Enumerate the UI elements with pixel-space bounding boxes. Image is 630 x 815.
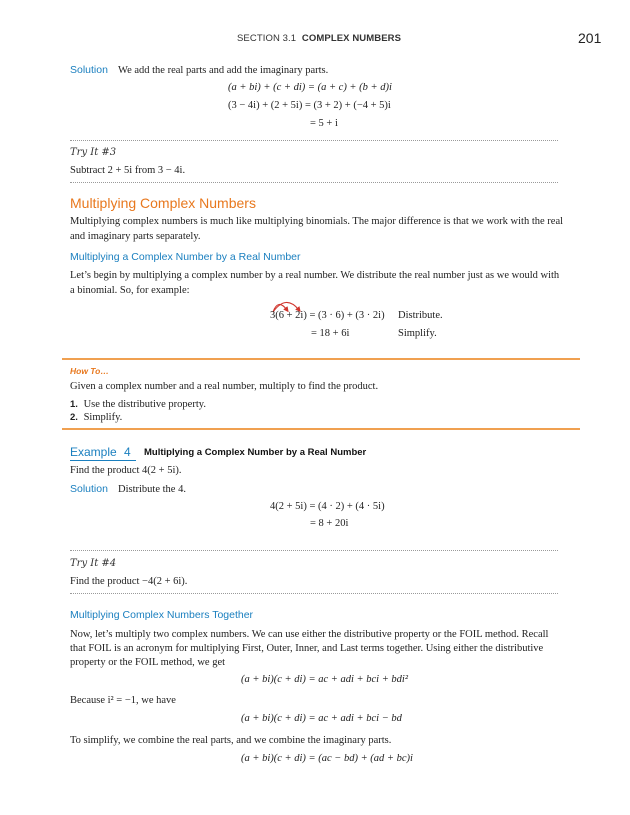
divider bbox=[70, 593, 558, 594]
step-number: 2. bbox=[70, 412, 78, 423]
equation-note: Simplify. bbox=[398, 328, 437, 339]
equation-distribute: 4(2 + 5i) = (4 · 2) + (4 · 5i) bbox=[270, 501, 385, 512]
step-number: 1. bbox=[70, 399, 78, 410]
body-paragraph-line: a binomial. So, for example: bbox=[70, 285, 190, 296]
example-problem: Find the product 4(2 + 5i). bbox=[70, 465, 182, 476]
section-heading: Multiplying Complex Numbers bbox=[70, 195, 256, 211]
equation-note: Distribute. bbox=[398, 310, 443, 321]
solution-text: We add the real parts and add the imaginary parts. bbox=[118, 65, 329, 76]
subsection-heading: Multiplying a Complex Number by a Real Number bbox=[70, 251, 301, 263]
divider bbox=[70, 182, 558, 183]
howto-top-rule bbox=[62, 358, 580, 360]
subsection-heading: Multiplying Complex Numbers Together bbox=[70, 609, 254, 621]
step-text: Use the distributive property. bbox=[83, 399, 206, 410]
step-text: Simplify. bbox=[83, 412, 123, 423]
try-it-text: Subtract 2 + 5i from 3 − 4i. bbox=[70, 165, 186, 176]
body-paragraph-line: Because i² = −1, we have bbox=[70, 695, 176, 706]
equation-distribute: 3(6 + 2i) = (3 · 6) + (3 · 2i) bbox=[270, 310, 385, 321]
running-header bbox=[237, 33, 401, 44]
section-title: COMPLEX NUMBERS bbox=[301, 33, 402, 44]
howto-bottom-rule bbox=[62, 428, 580, 430]
example-underline bbox=[70, 460, 136, 461]
equation-foil: (a + bi)(c + di) = ac + adi + bci + bdi² bbox=[241, 674, 408, 685]
example-number: 4 bbox=[124, 445, 131, 459]
section-label: SECTION 3.1 bbox=[237, 33, 297, 44]
howto-step bbox=[70, 410, 122, 425]
divider bbox=[70, 550, 558, 551]
equation-general-sum: (a + bi) + (c + di) = (a + c) + (b + d)i bbox=[228, 82, 392, 93]
intro-paragraph-line: and imaginary parts separately. bbox=[70, 231, 201, 242]
intro-paragraph-line: Multiplying complex numbers is much like multiplying binomials. The major difference is that we work with the real bbox=[70, 216, 564, 227]
equation-combined: (a + bi)(c + di) = (ac − bd) + (ad + bc)i bbox=[241, 753, 413, 764]
solution-label: Solution bbox=[70, 64, 108, 76]
example-title: Multiplying a Complex Number by a Real Number bbox=[144, 447, 367, 458]
equation-substituted: (a + bi)(c + di) = ac + adi + bci − bd bbox=[241, 713, 402, 724]
equation-sum-result: = 5 + i bbox=[310, 118, 338, 129]
divider bbox=[70, 140, 558, 141]
solution-label: Solution bbox=[70, 483, 108, 495]
body-paragraph-line: that FOIL is an acronym for multiplying First, Outer, Inner, and Last terms together. Using either the distributive bbox=[70, 643, 544, 654]
try-it-label: Try It #3 bbox=[70, 147, 117, 158]
equation-simplify: = 18 + 6i bbox=[311, 328, 350, 339]
body-paragraph-line: Now, let’s multiply two complex numbers. We can use either the distributive property or the FOIL method. Recall bbox=[70, 629, 549, 640]
body-paragraph-line: To simplify, we combine the real parts, and we combine the imaginary parts. bbox=[70, 735, 392, 746]
try-it-label: Try It #4 bbox=[70, 558, 117, 569]
solution-text: Distribute the 4. bbox=[118, 484, 186, 495]
example-word: Example bbox=[70, 445, 117, 459]
howto-text: Given a complex number and a real number, multiply to find the product. bbox=[70, 381, 379, 392]
try-it-text: Find the product −4(2 + 6i). bbox=[70, 576, 188, 587]
equation-result: = 8 + 20i bbox=[310, 518, 349, 529]
howto-label: How To… bbox=[70, 366, 109, 376]
body-paragraph-line: property or the FOIL method, we get bbox=[70, 657, 226, 668]
equation-numeric-sum: (3 − 4i) + (2 + 5i) = (3 + 2) + (−4 + 5)i bbox=[228, 100, 391, 111]
page-number: 201 bbox=[578, 30, 602, 46]
body-paragraph-line: Let’s begin by multiplying a complex number by a real number. We distribute the real number just as we would with bbox=[70, 270, 560, 281]
example-label bbox=[70, 445, 131, 459]
